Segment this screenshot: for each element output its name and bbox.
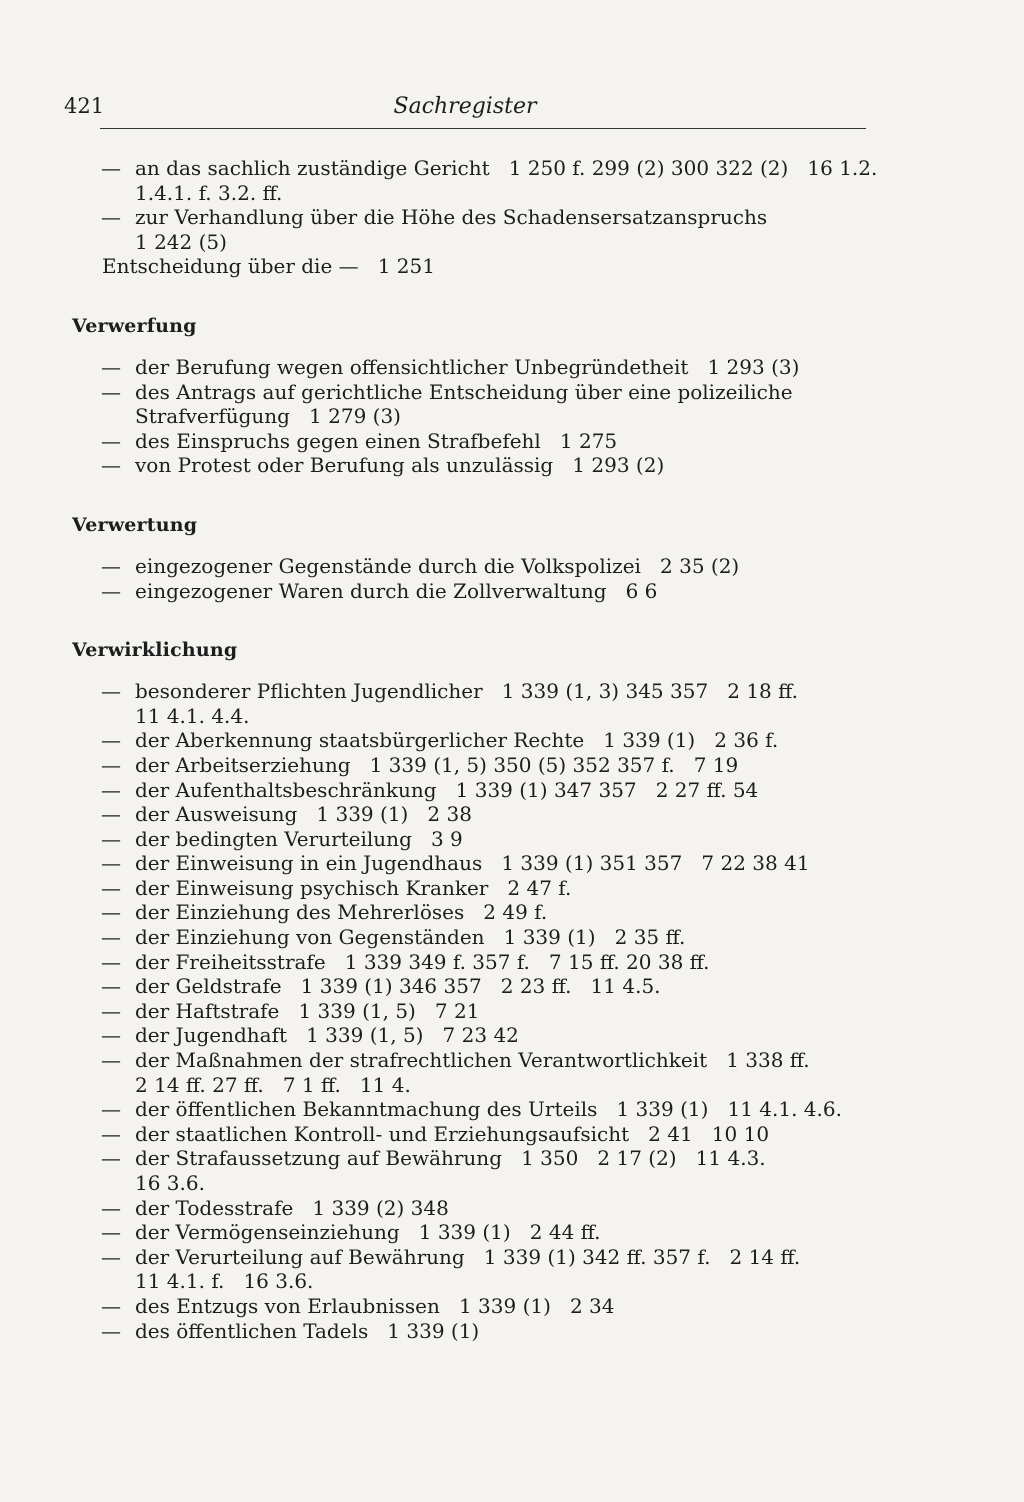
index-entry: [72, 205, 872, 230]
entry-dash: —: [101, 1023, 121, 1048]
index-entry: [72, 1220, 872, 1245]
index-entry: [72, 900, 872, 925]
index-entry: [72, 1294, 872, 1319]
index-entry: [72, 429, 872, 454]
index-entry: [72, 1196, 872, 1221]
entry-text: der Aberkennung staatsbürgerlicher Rechte 1 339 (1) 2 36 f.: [135, 728, 779, 753]
index-entry: [72, 851, 872, 876]
entry-text: des Antrags auf gerichtliche Entscheidung über eine polizeiliche: [135, 379, 793, 404]
entry-dash: —: [101, 156, 121, 180]
index-entry: [72, 728, 872, 753]
entry-dash: —: [101, 1244, 121, 1269]
index-entry: [72, 925, 872, 950]
index-heading: Verwirklichung: [72, 639, 238, 662]
entry-text: besonderer Pflichten Jugendlicher 1 339 (1, 3) 345 357 2 18 ff.: [135, 679, 798, 704]
entry-text: Strafverfügung 1 279 (3): [135, 404, 401, 429]
index-entry-continuation: [72, 1171, 872, 1196]
index-entry: [72, 802, 872, 827]
entry-dash: —: [101, 1146, 121, 1171]
index-heading: Verwertung: [72, 513, 198, 536]
header-rule: [100, 128, 866, 129]
entry-dash: —: [101, 875, 121, 900]
index-entry-continuation: [72, 1073, 872, 1098]
entry-text: an das sachlich zuständige Gericht 1 250 f. 299 (2) 300 322 (2) 16 1.2.: [135, 156, 878, 180]
entry-text: der öffentlichen Bekanntmachung des Urteils 1 339 (1) 11 4.1. 4.6.: [135, 1097, 842, 1122]
entry-text: 1.4.1. f. 3.2. ff.: [135, 180, 283, 205]
entry-text: 16 3.6.: [135, 1171, 205, 1195]
index-entry: [72, 579, 872, 604]
index-entry: [72, 827, 872, 852]
entry-dash: —: [101, 826, 121, 851]
index-entry: [72, 554, 872, 579]
entry-dash: —: [101, 205, 121, 230]
entry-text: zur Verhandlung über die Höhe des Schadensersatzanspruchs: [135, 205, 768, 230]
entry-dash: —: [101, 900, 121, 925]
entry-text: Entscheidung über die — 1 251: [102, 254, 435, 279]
entry-text: eingezogener Waren durch die Zollverwaltung 6 6: [135, 578, 658, 603]
index-entry: [72, 753, 872, 778]
index-entry-continuation: [72, 404, 872, 429]
entry-text: der staatlichen Kontroll- und Erziehungsaufsicht 2 41 10 10: [135, 1121, 770, 1146]
entry-text: der Einziehung von Gegenständen 1 339 (1) 2 35 ff.: [135, 925, 686, 950]
index-entry: [72, 778, 872, 803]
entry-text: der Freiheitsstrafe 1 339 349 f. 357 f. 7 15 ff. 20 38 ff.: [135, 949, 710, 974]
index-heading: Verwerfung: [72, 314, 197, 337]
entry-dash: —: [101, 1220, 121, 1245]
entry-dash: —: [101, 1097, 121, 1122]
page-number: 421: [64, 94, 105, 118]
index-entry: [72, 950, 872, 975]
entry-text: 1 242 (5): [135, 229, 227, 254]
entry-dash: —: [101, 553, 121, 578]
entry-dash: —: [101, 679, 121, 704]
entry-text: der Einweisung in ein Jugendhaus 1 339 (1) 351 357 7 22 38 41: [135, 851, 810, 876]
entry-text: der Einziehung des Mehrerlöses 2 49 f.: [135, 900, 548, 925]
index-entry-continuation: [72, 181, 872, 206]
entry-text: der Haftstrafe 1 339 (1, 5) 7 21: [135, 998, 480, 1023]
entry-dash: —: [101, 777, 121, 802]
index-entry: [72, 1023, 872, 1048]
index-entry: [72, 1048, 872, 1073]
entry-text: 11 4.1. f. 16 3.6.: [135, 1269, 314, 1294]
entry-text: der Einweisung psychisch Kranker 2 47 f.: [135, 875, 572, 900]
entry-dash: —: [101, 974, 121, 999]
entry-text: der bedingten Verurteilung 3 9: [135, 826, 463, 851]
entry-text: des Einspruchs gegen einen Strafbefehl 1 275: [135, 428, 618, 453]
entry-dash: —: [101, 428, 121, 453]
index-entry-continuation: [72, 1269, 872, 1294]
entry-dash: —: [101, 1048, 121, 1073]
entry-dash: —: [101, 1121, 121, 1146]
page-header: [64, 94, 866, 126]
index-entry-plain: [72, 254, 872, 279]
entry-text: eingezogener Gegenstände durch die Volkspolizei 2 35 (2): [135, 553, 740, 578]
index-entry: [72, 380, 872, 405]
entry-text: der Todesstrafe 1 339 (2) 348: [135, 1195, 449, 1220]
entry-text: der Strafaussetzung auf Bewährung 1 350 2 17 (2) 11 4.3.: [135, 1146, 766, 1171]
index-entry: [72, 156, 878, 181]
index-entry: [72, 453, 872, 478]
entry-dash: —: [101, 379, 121, 404]
index-entry-continuation: [72, 704, 872, 729]
entry-dash: —: [101, 998, 121, 1023]
running-title: Sachregister: [393, 94, 537, 119]
entry-dash: —: [101, 1195, 121, 1220]
entry-text: der Berufung wegen offensichtlicher Unbegründetheit 1 293 (3): [135, 354, 800, 379]
entry-text: 2 14 ff. 27 ff. 7 1 ff. 11 4.: [135, 1072, 411, 1097]
entry-dash: —: [101, 851, 121, 876]
entry-dash: —: [101, 752, 121, 777]
index-entry: [72, 1097, 872, 1122]
entry-dash: —: [101, 1318, 121, 1343]
index-entry: [72, 974, 872, 999]
entry-text: der Jugendhaft 1 339 (1, 5) 7 23 42: [135, 1023, 519, 1048]
entry-text: der Vermögenseinziehung 1 339 (1) 2 44 ff.: [135, 1220, 601, 1245]
index-entry: [72, 1122, 872, 1147]
index-entry-continuation: [72, 230, 872, 255]
entry-text: der Ausweisung 1 339 (1) 2 38: [135, 802, 472, 827]
entry-text: der Geldstrafe 1 339 (1) 346 357 2 23 ff. 11 4.5.: [135, 974, 661, 999]
index-entry: [72, 1146, 872, 1171]
index-entry: [72, 1245, 872, 1270]
entry-text: der Maßnahmen der strafrechtlichen Verantwortlichkeit 1 338 ff.: [135, 1048, 810, 1073]
index-entry: [72, 876, 872, 901]
index-entry: [72, 1319, 872, 1344]
entry-dash: —: [101, 728, 121, 753]
index-entry: [72, 679, 872, 704]
entry-text: 11 4.1. 4.4.: [135, 703, 250, 728]
entry-text: des öffentlichen Tadels 1 339 (1): [135, 1318, 480, 1343]
entry-text: von Protest oder Berufung als unzulässig 1 293 (2): [135, 453, 665, 478]
index-entry: [72, 355, 872, 380]
entry-text: der Verurteilung auf Bewährung 1 339 (1) 342 ff. 357 f. 2 14 ff.: [135, 1244, 801, 1269]
index-entry: [72, 999, 872, 1024]
entry-dash: —: [101, 453, 121, 478]
entry-dash: —: [101, 925, 121, 950]
entry-dash: —: [101, 578, 121, 603]
entry-text: des Entzugs von Erlaubnissen 1 339 (1) 2 34: [135, 1293, 615, 1318]
entry-dash: —: [101, 1293, 121, 1318]
index-body: [72, 156, 878, 1343]
entry-dash: —: [101, 354, 121, 379]
entry-text: der Aufenthaltsbeschränkung 1 339 (1) 347 357 2 27 ff. 54: [135, 777, 759, 802]
entry-dash: —: [101, 949, 121, 974]
entry-text: der Arbeitserziehung 1 339 (1, 5) 350 (5) 352 357 f. 7 19: [135, 752, 739, 777]
entry-dash: —: [101, 802, 121, 827]
